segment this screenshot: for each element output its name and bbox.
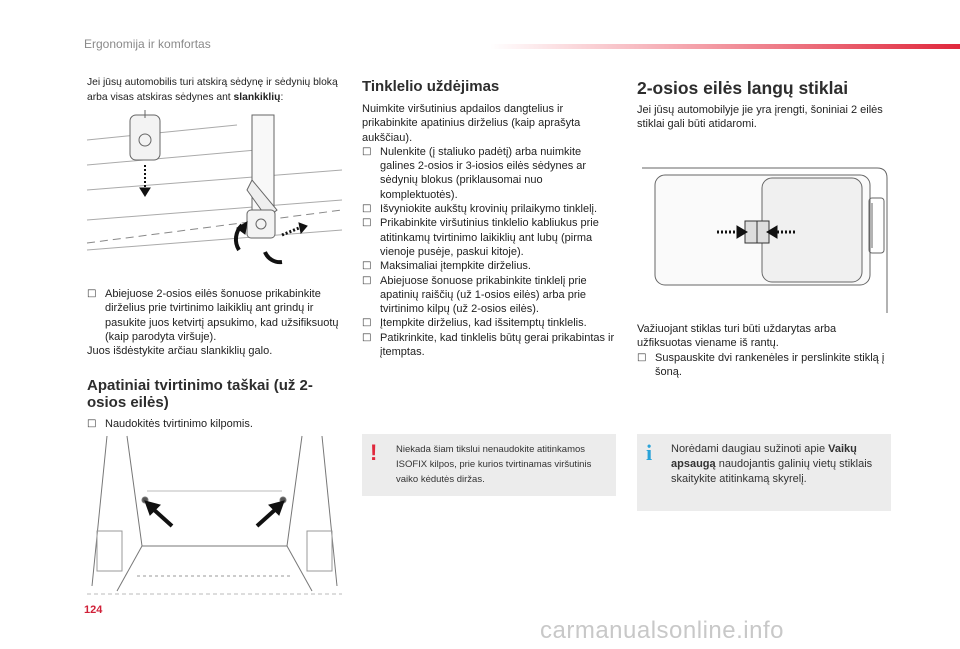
col1-bullet1-text: Abiejuose 2-osios eilės šonuose prikabinkite dirželius prie tvirtinimo laikiklių ant grindų ir pasukite juos ketvirtį apsukimo, kad užsifiksuotų (kaip parodyta viršuje). [105, 288, 339, 343]
col2-bullet-text: Patikrinkite, kad tinklelis būtų gerai prikabintas ir įtemptas. [380, 331, 615, 359]
col1-intro-end: : [280, 92, 284, 103]
square-bullet-icon: □ [87, 418, 97, 429]
square-bullet-icon: □ [362, 331, 372, 343]
info-icon: i [646, 440, 653, 465]
list-item [362, 259, 617, 273]
watermark: carmanualsonline.info [540, 617, 784, 644]
strap-anchor-illustration [87, 110, 347, 275]
info-text-pre: Norėdami daugiau sužinoti apie [671, 443, 829, 455]
col1-bullet-list [87, 287, 345, 344]
cargo-floor-illustration [87, 436, 342, 596]
info-text [671, 442, 883, 487]
col2-bullet-text: Nulenkite (į staliuko padėtį) arba nuimkite galines 2-osios ir 3-iosios eilės sėdynes ar sėdynių blokus (priklausomai nuo komplektuotės). [380, 145, 587, 201]
col1-intro-text: Jei jūsų automobilis turi atskirą sėdynę ir sėdynių bloką arba visas atskiras sėdynes ant [87, 77, 338, 103]
info-text-link[interactable]: Vaikų apsaugą [671, 443, 857, 470]
warning-box [362, 434, 616, 496]
col1-body-top [87, 287, 345, 358]
col2-body [362, 102, 617, 359]
col1-intro-bold: slankiklių [233, 92, 281, 103]
section-title: Ergonomija ir komfortas [84, 37, 211, 51]
heading-tinklelio: Tinklelio uždėjimas [362, 78, 500, 95]
info-box [637, 434, 891, 511]
col3-bullet-text: Suspauskite dvi rankenėles ir perslinkite stiklą į šoną. [655, 351, 885, 378]
col2-bullet-text: Abiejuose šonuose prikabinkite tinklelį prie apatinių raiščių (už 1-osios eilės) arba prie tvirtinimo kilpų (už 2-osios eilės). [380, 274, 587, 316]
square-bullet-icon: □ [637, 351, 647, 363]
list-item [362, 145, 617, 202]
col3-bullet-list [637, 351, 892, 380]
sliding-window-illustration [637, 163, 892, 313]
header-accent-bar [490, 44, 960, 49]
list-item [362, 274, 617, 317]
heading-apatiniai: Apatiniai tvirtinimo taškai (už 2-osios eilės) [87, 377, 313, 411]
info-text-post: naudojantis galinių vietų stiklais skaitykite atitinkamą skyrelį. [671, 458, 873, 485]
list-item [362, 202, 617, 216]
col3-intro: Jei jūsų automobilyje jie yra įrengti, šoniniai 2 eilės stiklai gali būti atidaromi. [637, 104, 883, 131]
square-bullet-icon: □ [87, 288, 97, 299]
col2-bullet-text: Išvyniokite aukštų krovinių prilaikymo tinklelį. [380, 203, 598, 216]
col1-after-text: Juos išdėstykite arčiau slankiklių galo. [87, 345, 273, 358]
list-item [362, 216, 617, 259]
warning-text: Niekada šiam tikslui nenaudokite atitinkamos ISOFIX kilpos, prie kurios tvirtinamas viršutinis vaiko kėdutės diržas. [396, 444, 592, 485]
col2-bullet-text: Prikabinkite viršutinius tinklelio kabliukus prie atitinkamų tvirtinimo laikiklių ant lubų (pirma vienoje pusėje, paskui kitoje). [380, 217, 599, 258]
square-bullet-icon: □ [362, 260, 372, 272]
col3-body [637, 322, 892, 379]
square-bullet-icon: □ [362, 317, 372, 329]
col1-body-bottom [87, 417, 345, 431]
list-item [87, 417, 345, 431]
col2-bullet-text: Maksimaliai įtempkite dirželius. [380, 260, 531, 273]
col2-bullet-text: Įtempkite dirželius, kad išsitemptų tinklelis. [380, 317, 587, 330]
square-bullet-icon: □ [362, 203, 372, 215]
page-number: 124 [84, 604, 103, 616]
col1-intro [87, 75, 349, 105]
list-item [637, 351, 892, 380]
col2-bullet-list [362, 145, 617, 359]
col2-intro: Nuimkite viršutinius apdailos dangtelius ir prikabinkite apatinius dirželius (kaip aprašyta aukščiau). [362, 103, 581, 144]
heading-langu-stiklai: 2-osios eilės langų stiklai [637, 78, 849, 98]
square-bullet-icon: □ [362, 217, 372, 229]
col1-bullet-list-2 [87, 417, 345, 431]
exclamation-icon: ! [370, 440, 378, 465]
col1-bullet2-text: Naudokitės tvirtinimo kilpomis. [105, 418, 253, 430]
list-item [362, 331, 617, 360]
square-bullet-icon: □ [362, 274, 372, 286]
list-item [362, 316, 617, 330]
list-item [87, 287, 345, 344]
square-bullet-icon: □ [362, 145, 372, 157]
col3-text2: Važiuojant stiklas turi būti uždarytas arba užfiksuotas viename iš rantų. [637, 323, 837, 350]
